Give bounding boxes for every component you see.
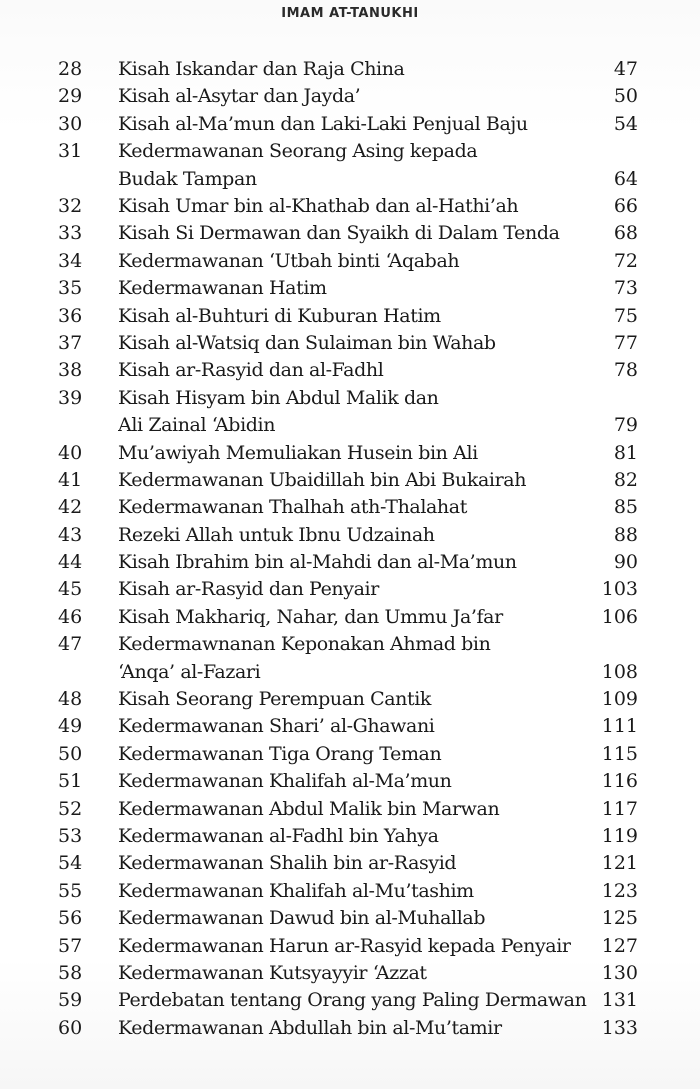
entry-page-number: 47 [613,58,638,80]
entry-number: 34 [58,249,83,272]
entry-number: 50 [58,742,83,765]
toc-entry [0,960,700,987]
entry-number: 40 [58,441,83,464]
entry-page-number: 54 [613,112,638,135]
toc-entry [0,905,700,932]
entry-title-line: Kedermawanan al-Fadhl bin Yahya [118,824,439,847]
entry-title-line: Kisah Si Dermawan dan Syaikh di Dalam Tenda [118,222,560,245]
entry-number: 55 [58,879,83,902]
entry-title-line: ‘Anqa’ al-Fazari [118,660,261,683]
toc-entry [0,138,700,193]
toc-entry [0,467,700,494]
toc-entry [0,357,700,384]
entry-page-number: 68 [613,222,638,245]
entry-number: 54 [58,852,83,875]
entry-title-line: Kisah Seorang Perempuan Cantik [118,688,432,711]
entry-title-line: Kedermawanan Kutsyayyir ‘Azzat [118,961,427,984]
entry-number: 56 [58,907,83,930]
entry-title [118,933,598,960]
entry-page-number: 111 [601,715,638,738]
entry-page-number: 77 [613,331,638,354]
entry-number: 30 [58,112,83,135]
entry-title-line: Mu’awiyah Memuliakan Husein bin Ali [118,441,478,464]
entry-title [118,878,598,905]
entry-number: 52 [58,797,83,820]
entry-number: 43 [58,523,83,546]
entry-title-line: Kisah ar-Rasyid dan al-Fadhl [118,359,384,382]
entry-title-line: Kedermawanan Abdul Malik bin Marwan [118,797,500,820]
entry-title [118,1015,598,1042]
entry-number: 44 [58,551,83,574]
entry-title [118,56,598,83]
entry-title [118,631,598,686]
entry-number: 37 [58,331,83,354]
toc-entry [0,631,700,686]
entry-page-number: 133 [601,1016,638,1039]
entry-title-line: Kisah al-Watsiq dan Sulaiman bin Wahab [118,331,496,354]
entry-page-number: 117 [601,797,638,820]
toc-entry [0,933,700,960]
entry-title-line: Kedermawnanan Keponakan Ahmad bin [118,633,491,656]
toc-entry [0,878,700,905]
toc-entry [0,686,700,713]
entry-title [118,604,598,631]
entry-page-number: 121 [601,852,638,875]
entry-page-number: 115 [601,742,638,765]
entry-number: 53 [58,824,83,847]
toc-entry [0,604,700,631]
entry-number: 28 [58,58,83,80]
entry-page-number: 72 [613,249,638,272]
entry-title-line: Kedermawanan Seorang Asing kepada [118,140,478,163]
entry-number: 35 [58,277,83,300]
entry-number: 31 [58,140,83,163]
toc-entry [0,713,700,740]
entry-title [118,576,598,603]
entry-title-line: Kisah Hisyam bin Abdul Malik dan [118,386,439,409]
entry-title-line: Kisah al-Buhturi di Kuburan Hatim [118,304,441,327]
toc-entry [0,83,700,110]
toc-entry [0,850,700,877]
toc-entry [0,522,700,549]
toc-entry [0,576,700,603]
entry-title-line: Ali Zainal ‘Abidin [118,414,276,437]
entry-title-line: Budak Tampan [118,167,257,190]
entry-title [118,467,598,494]
entry-title [118,960,598,987]
entry-number: 36 [58,304,83,327]
entry-title-line: Kedermawanan Shari’ al-Ghawani [118,715,435,738]
entry-number: 42 [58,496,83,519]
entry-title-line: Kedermawanan Khalifah al-Ma’mun [118,770,452,793]
toc-entry [0,549,700,576]
entry-title-line: Kedermawanan Hatim [118,277,327,300]
entry-number: 51 [58,770,83,793]
entry-number: 49 [58,715,83,738]
entry-number: 45 [58,578,83,601]
entry-title [118,522,598,549]
toc-entry [0,111,700,138]
entry-title [118,713,598,740]
entry-page-number: 119 [601,824,638,847]
entry-title [118,440,598,467]
entry-page-number: 85 [613,496,638,519]
entry-title-line: Kedermawanan Harun ar-Rasyid kepada Penyair [118,934,571,957]
entry-title-line: Perdebatan tentang Orang yang Paling Dermawan [118,989,587,1012]
entry-page-number: 109 [601,688,638,711]
entry-title [118,111,598,138]
running-header: IMAM AT-TANUKHI [281,6,419,21]
entry-number: 38 [58,359,83,382]
toc-entry [0,768,700,795]
entry-title-line: Kisah Iskandar dan Raja China [118,58,405,80]
entry-number: 60 [58,1016,83,1039]
entry-page-number: 103 [601,578,638,601]
entry-page-number: 64 [613,167,638,190]
entry-page-number: 81 [613,441,638,464]
entry-page-number: 90 [613,551,638,574]
toc-entry [0,796,700,823]
entry-number: 29 [58,85,83,108]
toc-entry [0,220,700,247]
toc-entry [0,385,700,440]
entry-title [118,193,598,220]
entry-title [118,768,598,795]
entry-number: 32 [58,194,83,217]
entry-number: 47 [58,633,83,656]
entry-page-number: 116 [601,770,638,793]
entry-page-number: 123 [601,879,638,902]
entry-page-number: 79 [613,414,638,437]
entry-title-line: Rezeki Allah untuk Ibnu Udzainah [118,523,435,546]
entry-title [118,385,598,440]
entry-title [118,823,598,850]
entry-title-line: Kisah al-Ma’mun dan Laki-Laki Penjual Baju [118,112,528,135]
entry-number: 57 [58,934,83,957]
entry-title-line: Kedermawanan Abdullah bin al-Mu’tamir [118,1016,502,1039]
entry-title [118,905,598,932]
entry-number: 46 [58,605,83,628]
entry-page-number: 78 [613,359,638,382]
toc-entry [0,1015,700,1042]
entry-title [118,796,598,823]
entry-title [118,275,598,302]
entry-number: 58 [58,961,83,984]
toc-entry [0,330,700,357]
toc-entry [0,193,700,220]
entry-page-number: 73 [613,277,638,300]
entry-number: 59 [58,989,83,1012]
entry-title [118,850,598,877]
entry-page-number: 130 [601,961,638,984]
entry-title [118,987,598,1014]
entry-title-line: Kedermawanan Shalih bin ar-Rasyid [118,852,457,875]
entry-page-number: 131 [601,989,638,1012]
entry-title-line: Kedermawanan Ubaidillah bin Abi Bukairah [118,468,527,491]
entry-page-number: 66 [613,194,638,217]
entry-title-line: Kisah Makhariq, Nahar, dan Ummu Ja’far [118,605,503,628]
toc-entry [0,823,700,850]
entry-number: 39 [58,386,83,409]
entry-title [118,494,598,521]
table-of-contents [0,56,700,1042]
entry-title-line: Kisah al-Asytar dan Jayda’ [118,85,361,108]
entry-page-number: 106 [601,605,638,628]
entry-title [118,357,598,384]
entry-page-number: 75 [613,304,638,327]
toc-entry [0,494,700,521]
entry-title-line: Kedermawanan Thalhah ath-Thalahat [118,496,467,519]
entry-title-line: Kisah ar-Rasyid dan Penyair [118,578,379,601]
entry-page-number: 82 [613,468,638,491]
toc-entry [0,275,700,302]
entry-title [118,138,598,193]
entry-number: 48 [58,688,83,711]
toc-entry [0,56,700,83]
entry-title [118,686,598,713]
toc-entry [0,741,700,768]
entry-title [118,549,598,576]
entry-title-line: Kisah Ibrahim bin al-Mahdi dan al-Ma’mun [118,551,517,574]
entry-page-number: 127 [601,934,638,957]
entry-page-number: 108 [601,660,638,683]
entry-title-line: Kisah Umar bin al-Khathab dan al-Hathi’ah [118,194,519,217]
entry-page-number: 50 [613,85,638,108]
toc-entry [0,248,700,275]
entry-title-line: Kedermawanan Khalifah al-Mu’tashim [118,879,474,902]
toc-entry [0,440,700,467]
entry-title [118,303,598,330]
entry-number: 41 [58,468,83,491]
entry-title [118,248,598,275]
toc-entry [0,987,700,1014]
entry-page-number: 88 [613,523,638,546]
entry-number: 33 [58,222,83,245]
toc-entry [0,303,700,330]
entry-title [118,220,598,247]
entry-title-line: Kedermawanan ‘Utbah binti ‘Aqabah [118,249,460,272]
entry-title-line: Kedermawanan Tiga Orang Teman [118,742,442,765]
entry-title [118,741,598,768]
entry-title [118,83,598,110]
entry-page-number: 125 [601,907,638,930]
entry-title-line: Kedermawanan Dawud bin al-Muhallab [118,907,486,930]
entry-title [118,330,598,357]
